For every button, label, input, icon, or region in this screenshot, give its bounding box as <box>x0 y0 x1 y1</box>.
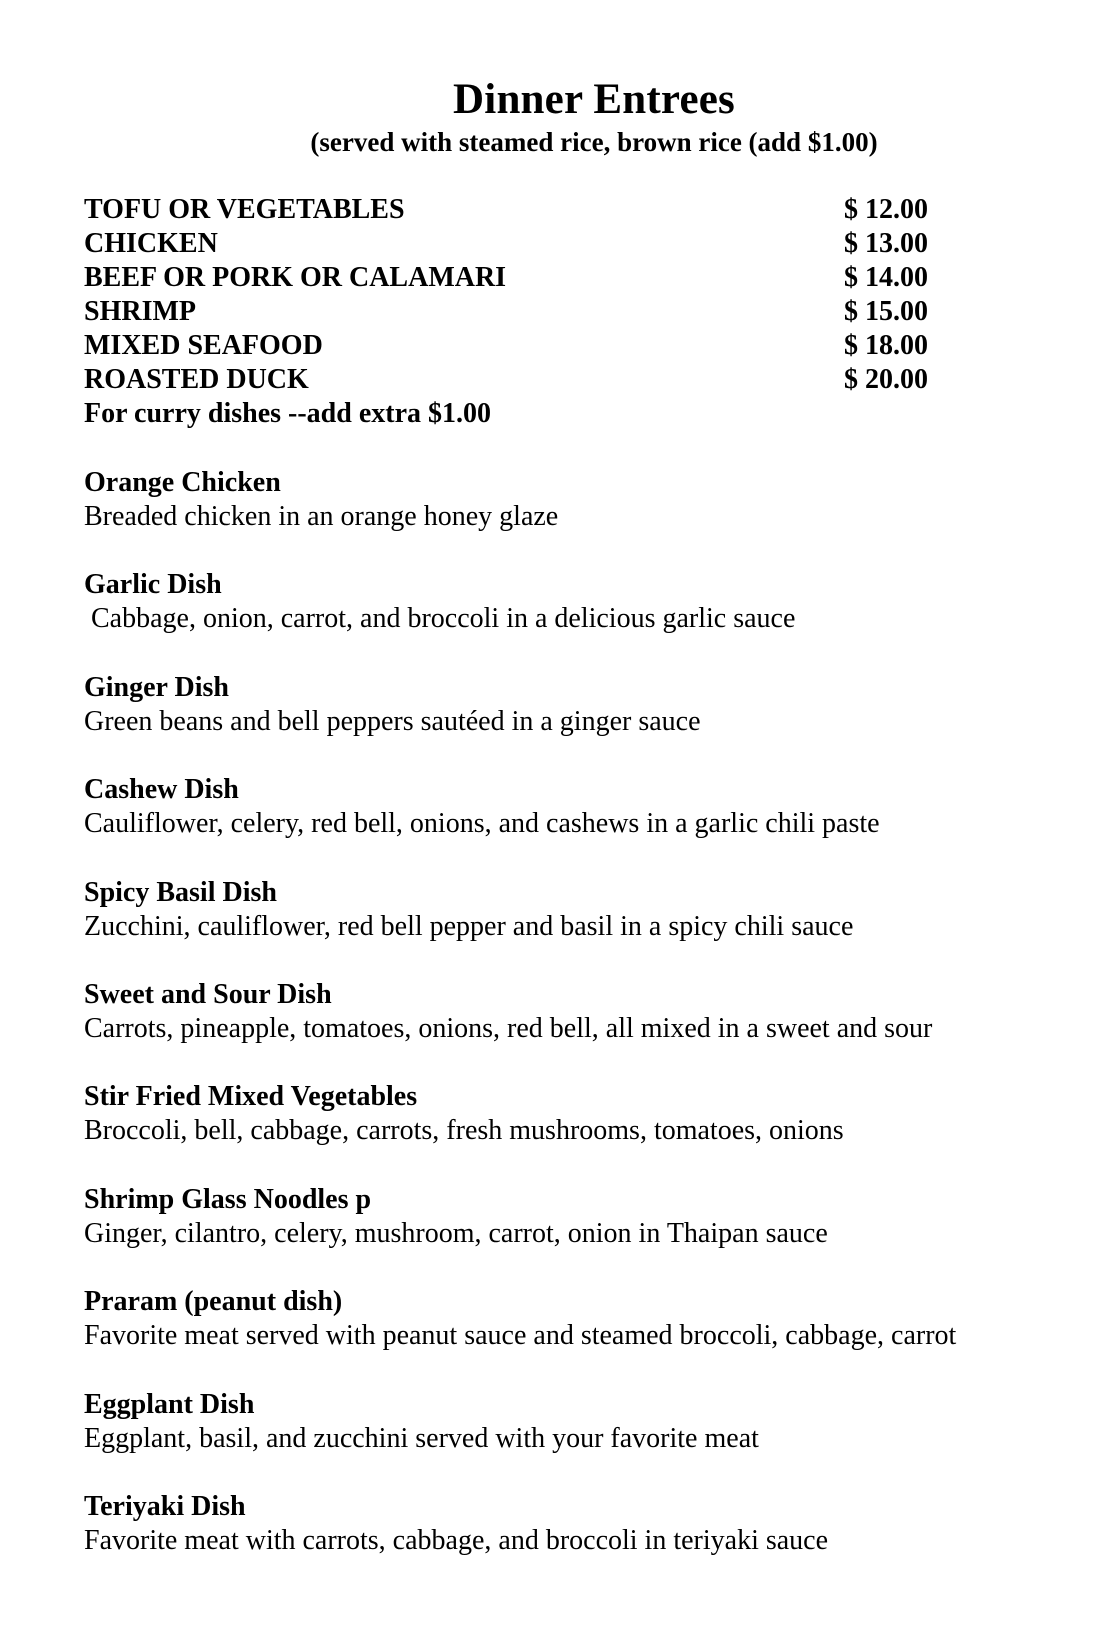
dish-description: Green beans and bell peppers sautéed in a ginger sauce <box>84 705 701 737</box>
dish-name: Orange Chicken <box>84 467 281 498</box>
price-item-name: MIXED SEAFOOD <box>84 330 323 361</box>
dish-description: Breaded chicken in an orange honey glaze <box>84 501 559 532</box>
dish-entry <box>84 568 1084 670</box>
dish-name: Garlic Dish <box>84 569 222 601</box>
price-item-price: $ 13.00 <box>844 228 928 259</box>
dish-description: Cauliflower, celery, red bell, onions, and cashews in a garlic chili paste <box>84 808 880 840</box>
price-row <box>84 363 944 397</box>
dish-name: Ginger Dish <box>84 671 229 703</box>
curry-note: For curry dishes --add extra $1.00 <box>84 398 491 429</box>
page-subtitle: (served with steamed rice, brown rice (add $1.00) <box>310 127 878 157</box>
dish-name: Spicy Basil Dish <box>84 876 277 908</box>
dish-entry <box>84 1388 1084 1490</box>
dish-description: Ginger, cilantro, celery, mushroom, carrot, onion in Thaipan sauce <box>84 1217 828 1249</box>
dish-name: Stir Fried Mixed Vegetables <box>84 1081 418 1113</box>
price-item-price: $ 18.00 <box>844 330 928 361</box>
price-row <box>84 261 944 295</box>
dish-entry <box>84 466 1084 568</box>
price-item-name: ROASTED DUCK <box>84 364 309 395</box>
price-row <box>84 295 944 329</box>
price-item-price: $ 14.00 <box>844 262 928 293</box>
price-item-price: $ 20.00 <box>844 364 928 395</box>
dish-entry <box>84 978 1084 1080</box>
price-item-name: SHRIMP <box>84 296 196 327</box>
price-row <box>84 227 944 261</box>
dish-name: Sweet and Sour Dish <box>84 978 332 1010</box>
dish-description: Eggplant, basil, and zucchini served with your favorite meat <box>84 1422 759 1454</box>
dish-name: Eggplant Dish <box>84 1388 255 1420</box>
price-item-name: BEEF OR PORK OR CALAMARI <box>84 262 507 293</box>
dish-description: Zucchini, cauliflower, red bell pepper and basil in a spicy chili sauce <box>84 910 854 942</box>
dish-description: Broccoli, bell, cabbage, carrots, fresh mushrooms, tomatoes, onions <box>84 1115 844 1147</box>
price-item-price: $ 15.00 <box>844 296 928 327</box>
dish-description: Favorite meat served with peanut sauce and steamed broccoli, cabbage, carrot <box>84 1320 957 1352</box>
dish-entry <box>84 671 1084 773</box>
dish-description: Carrots, pineapple, tomatoes, onions, red bell, all mixed in a sweet and sour <box>84 1012 933 1044</box>
dish-entry <box>84 876 1084 978</box>
dish-entry <box>84 1183 1084 1285</box>
dish-description: Favorite meat with carrots, cabbage, and broccoli in teriyaki sauce <box>84 1524 829 1556</box>
price-item-price: $ 12.00 <box>844 194 928 225</box>
dish-list <box>84 466 1084 1592</box>
price-list <box>84 193 944 431</box>
dish-description: Cabbage, onion, carrot, and broccoli in a delicious garlic sauce <box>84 603 796 635</box>
dish-entry <box>84 1285 1084 1387</box>
dish-name: Praram (peanut dish) <box>84 1286 343 1318</box>
dish-entry <box>84 1080 1084 1182</box>
price-item-name: CHICKEN <box>84 228 218 259</box>
price-row <box>84 329 944 363</box>
dish-name: Teriyaki Dish <box>84 1490 246 1522</box>
price-row <box>84 193 944 227</box>
dish-name: Shrimp Glass Noodles p <box>84 1183 372 1215</box>
price-item-name: TOFU OR VEGETABLES <box>84 194 405 225</box>
dish-entry <box>84 1490 1084 1592</box>
dish-entry <box>84 773 1084 875</box>
page-title: Dinner Entrees <box>453 76 735 123</box>
dish-name: Cashew Dish <box>84 774 239 806</box>
